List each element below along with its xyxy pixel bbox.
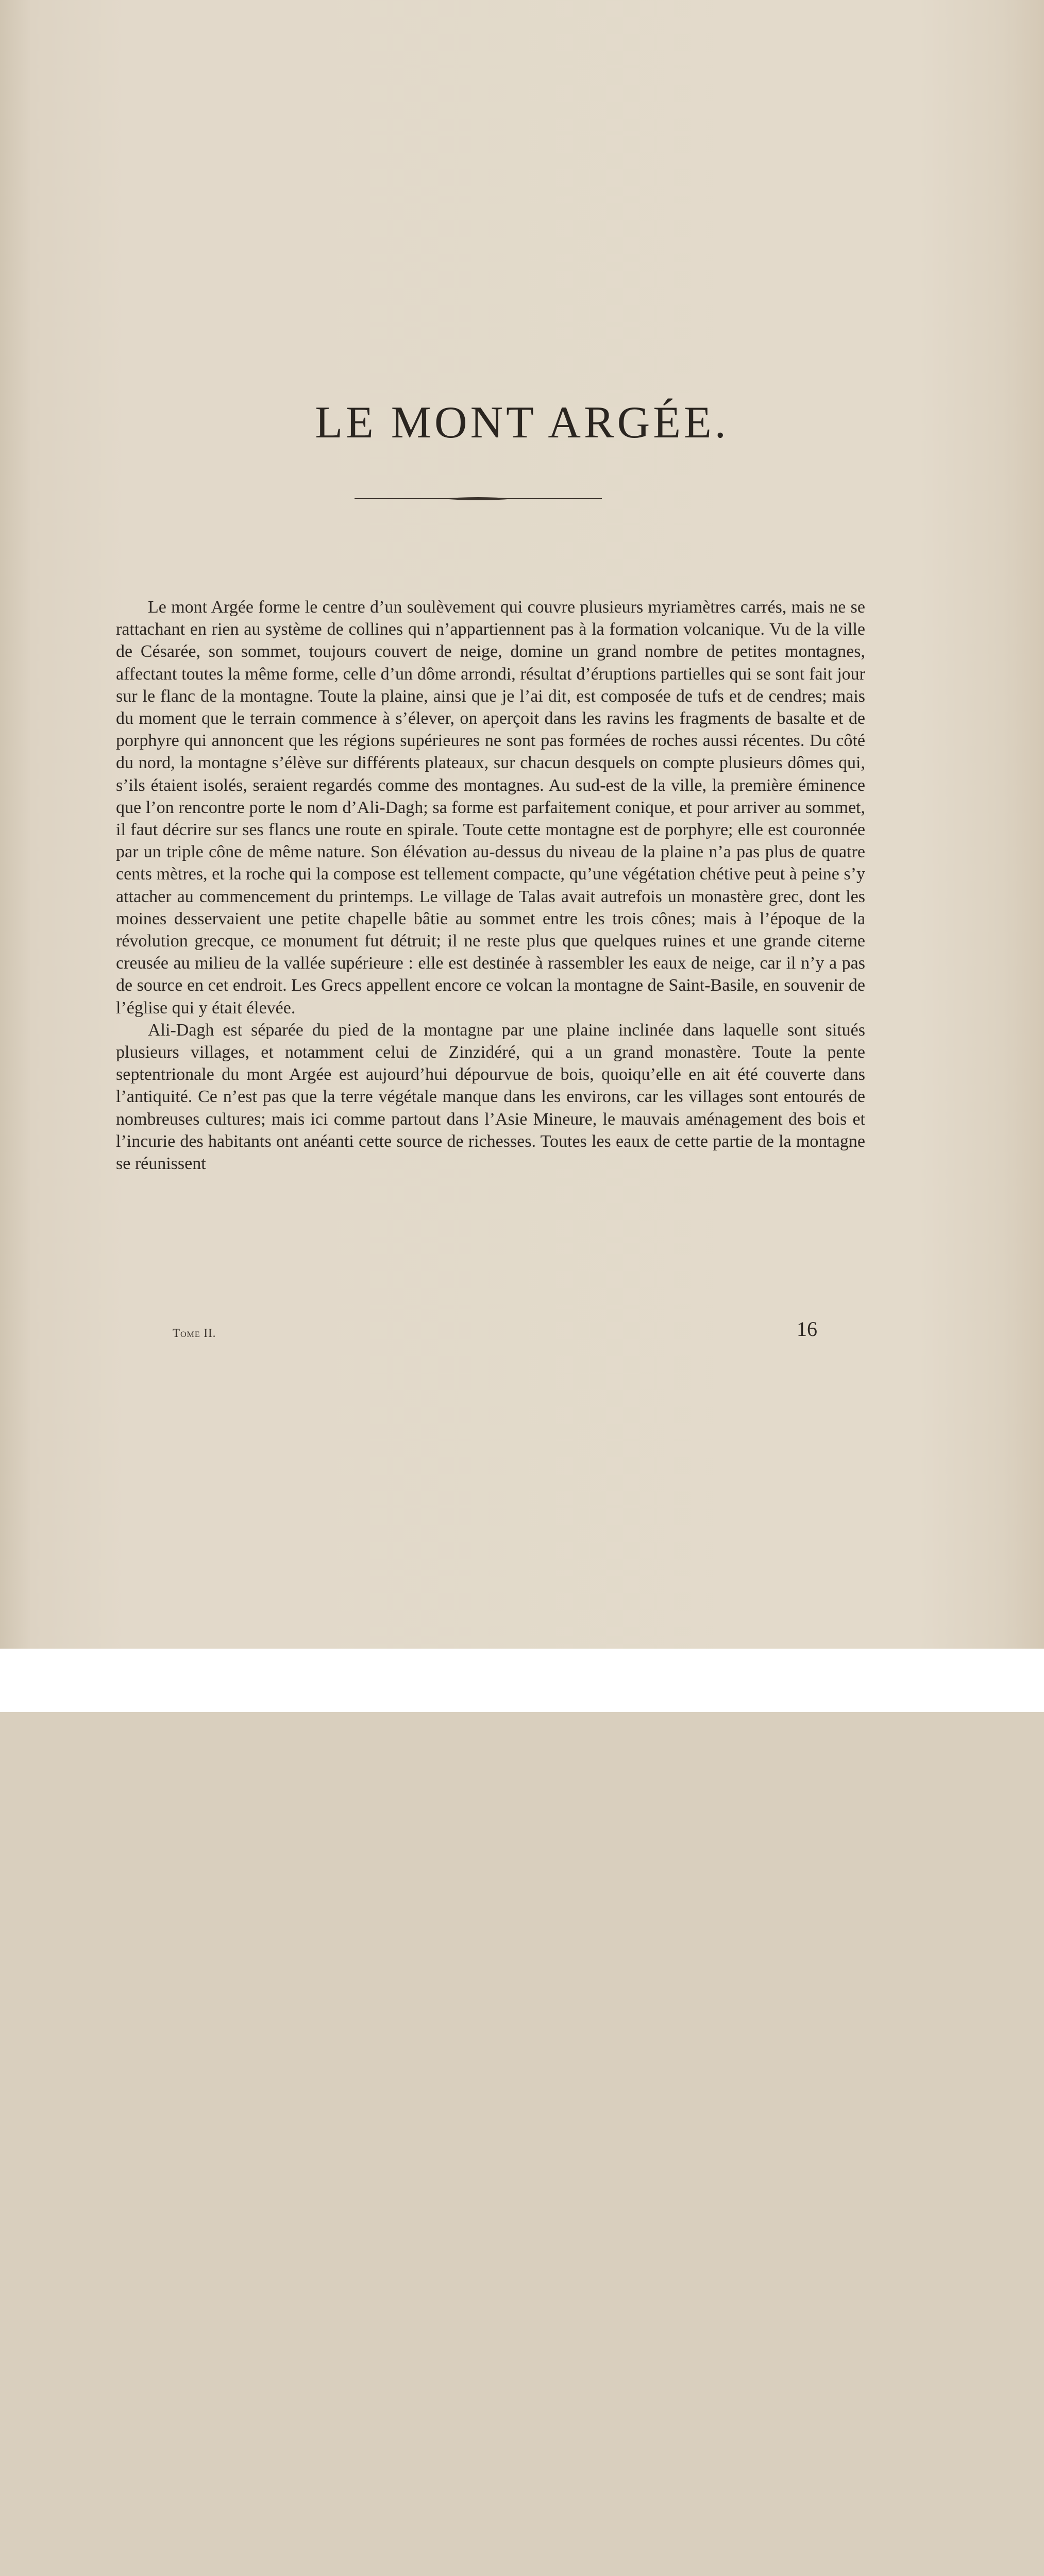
body-text bbox=[116, 596, 865, 1175]
page-title: LE MONT ARGÉE. bbox=[315, 398, 729, 448]
ornamental-rule bbox=[355, 496, 602, 501]
volume-signature: Tome II. bbox=[173, 1327, 216, 1340]
ornamental-rule-graphic bbox=[355, 496, 602, 501]
viewer-footer-bar bbox=[0, 1649, 1044, 1712]
paragraph-1: Le mont Argée forme le centre d’un soulèvement qui couvre plusieurs myriamètres carrés, mais ne se rattachant en rien au système de collines qui n’appartiennent pas à la formation volcanique. Vu de la ville de Césarée, son sommet, toujours couvert de neige, domine un grand nombre de petites montagnes, affectant toutes la même forme, celle d’un dôme arrondi, résultat d’éruptions partielles qui se sont fait jour sur le flanc de la montagne. Toute la plaine, ainsi que je l’ai dit, est composée de tufs et de cendres; mais du moment que le terrain commence à s’élever, on aperçoit dans les ravins les fragments de basalte et de porphyre qui annoncent que les régions supérieures ne sont pas formées de roches aussi récentes. Du côté du nord, la montagne s’élève sur différents plateaux, sur chacun desquels on compte plusieurs dômes qui, s’ils étaient isolés, seraient regardés comme des montagnes. Au sud-est de la ville, la première éminence que l’on rencontre porte le nom d’Ali-Dagh; sa forme est parfaitement conique, et pour arriver au sommet, il faut décrire sur ses flancs une route en spirale. Toute cette montagne est de porphyre; elle est couronnée par un triple cône de même nature. Son élévation au-dessus du niveau de la plaine n’a pas plus de quatre cents mètres, et la roche qui la compose est tellement compacte, qu’une végétation chétive peut à peine s’y attacher au commencement du printemps. Le village de Talas avait autrefois un monastère grec, dont les moines desservaient une petite chapelle bâtie au sommet entre les trois cônes; mais à l’époque de la révolution grecque, ce monument fut détruit; il ne reste plus que quelques ruines et une grande citerne creusée au milieu de la vallée supérieure : elle est destinée à rassembler les eaux de neige, car il n’y a pas de source en cet endroit. Les Grecs appellent encore ce volcan la montagne de Saint-Basile, en souvenir de l’église qui y était élevée. bbox=[116, 598, 865, 1018]
paragraph-2: Ali-Dagh est séparée du pied de la montagne par une plaine inclinée dans laquelle sont situés plusieurs villages, et notamment celui de Zinzidéré, qui a un grand monastère. Toute la pente septentrionale du mont Argée est aujourd’hui dépourvue de bois, quoiqu’elle en ait été couverte dans l’antiquité. Ce n’est pas que la terre végétale manque dans les environs, car les villages sont entourés de nombreuses cultures; mais ici comme partout dans l’Asie Mineure, le mauvais aménagement des bois et l’incurie des habitants ont anéanti cette source de richesses. Toutes les eaux de cette partie de la montagne se réunissent bbox=[116, 1020, 865, 1174]
page-number: 16 bbox=[797, 1317, 817, 1341]
